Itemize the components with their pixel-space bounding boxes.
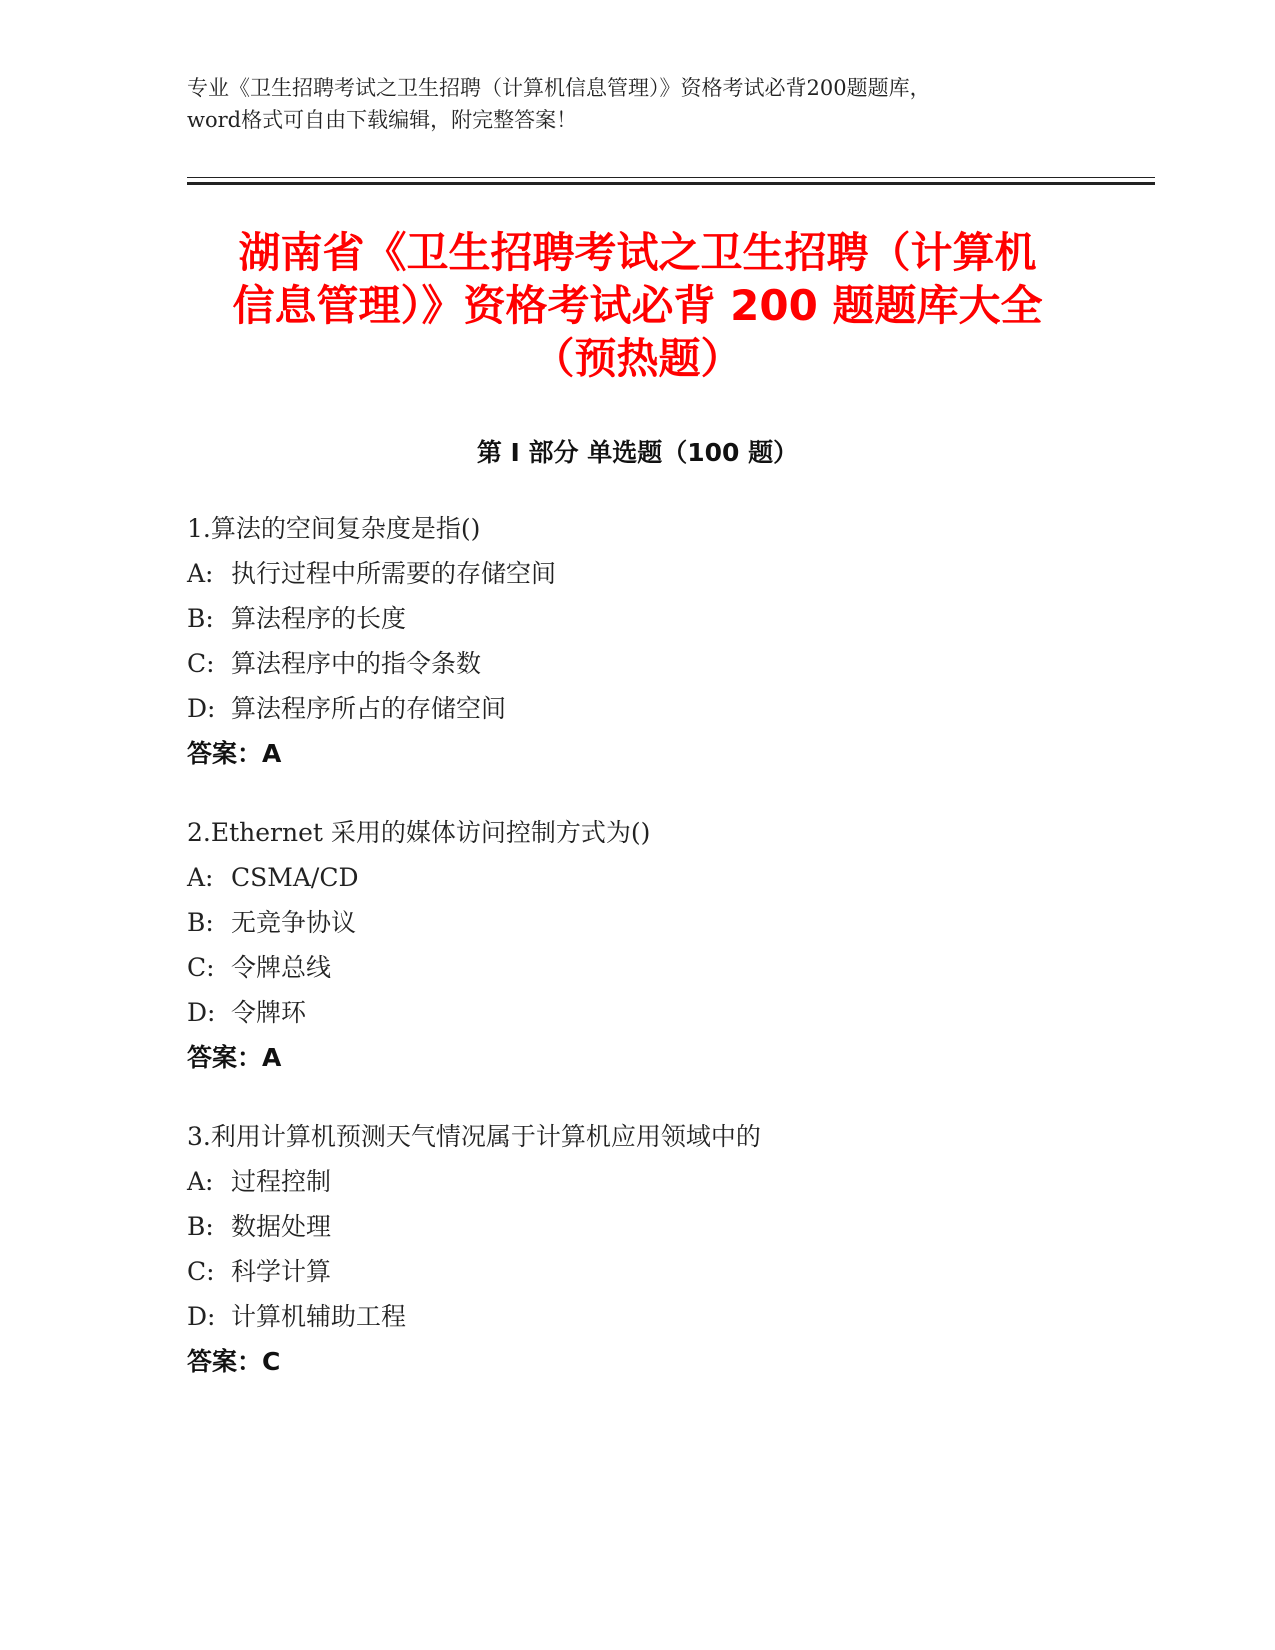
header-note-line-1: 专业《卫生招聘考试之卫生招聘（计算机信息管理）》资格考试必背200题题库，	[187, 76, 931, 100]
option-key: C:	[187, 1257, 215, 1286]
option-c	[187, 1249, 1087, 1294]
option-text: 算法程序中的指令条数	[231, 649, 482, 678]
option-key: A:	[187, 559, 214, 588]
option-b	[187, 1204, 1087, 1249]
option-text: 过程控制	[231, 1167, 332, 1196]
title-line-3: （预热题）	[532, 334, 743, 383]
title-line-1: 湖南省《卫生招聘考试之卫生招聘（计算机	[238, 228, 1037, 277]
option-text: 执行过程中所需要的存储空间	[231, 559, 557, 588]
answer: 答案：A	[187, 1043, 282, 1072]
option-key: A:	[187, 1167, 214, 1196]
option-c	[187, 945, 1087, 990]
option-d	[187, 686, 1087, 731]
option-key: B:	[187, 1212, 214, 1241]
option-text: 算法程序所占的存储空间	[231, 694, 507, 723]
question-stem: 2.Ethernet 采用的媒体访问控制方式为()	[187, 818, 651, 847]
section-heading: 第 I 部分 单选题（100 题）	[476, 438, 799, 467]
title-line-2: 信息管理）》资格考试必背 200 题题库大全	[232, 281, 1043, 330]
header-divider-thick	[187, 182, 1155, 185]
option-key: B:	[187, 908, 214, 937]
question-stem: 3.利用计算机预测天气情况属于计算机应用领域中的	[187, 1122, 761, 1151]
option-a	[187, 1159, 1087, 1204]
option-text: 令牌环	[231, 998, 307, 1027]
header-note-line-2: word格式可自由下载编辑，附完整答案！	[187, 108, 578, 132]
option-text: 算法程序的长度	[231, 604, 407, 633]
option-text: 无竞争协议	[231, 908, 357, 937]
option-key: C:	[187, 953, 215, 982]
option-text: 科学计算	[231, 1257, 332, 1286]
option-key: D:	[187, 998, 216, 1027]
question-1	[187, 506, 1087, 776]
option-text: 数据处理	[231, 1212, 332, 1241]
option-key: C:	[187, 649, 215, 678]
header-note	[187, 72, 1067, 136]
option-a	[187, 855, 1087, 900]
document-title	[170, 226, 1105, 385]
option-key: A:	[187, 863, 214, 892]
option-b	[187, 900, 1087, 945]
header-divider-thin	[187, 177, 1155, 178]
question-3	[187, 1114, 1087, 1384]
answer: 答案：A	[187, 739, 282, 768]
option-c	[187, 641, 1087, 686]
option-text: 计算机辅助工程	[231, 1302, 407, 1331]
option-d	[187, 990, 1087, 1035]
option-text: 令牌总线	[231, 953, 332, 982]
answer: 答案：C	[187, 1347, 281, 1376]
option-a	[187, 551, 1087, 596]
option-key: D:	[187, 1302, 216, 1331]
question-stem: 1.算法的空间复杂度是指()	[187, 514, 481, 543]
question-2	[187, 810, 1087, 1080]
option-text: CSMA/CD	[231, 863, 359, 892]
option-b	[187, 596, 1087, 641]
option-key: D:	[187, 694, 216, 723]
option-d	[187, 1294, 1087, 1339]
option-key: B:	[187, 604, 214, 633]
